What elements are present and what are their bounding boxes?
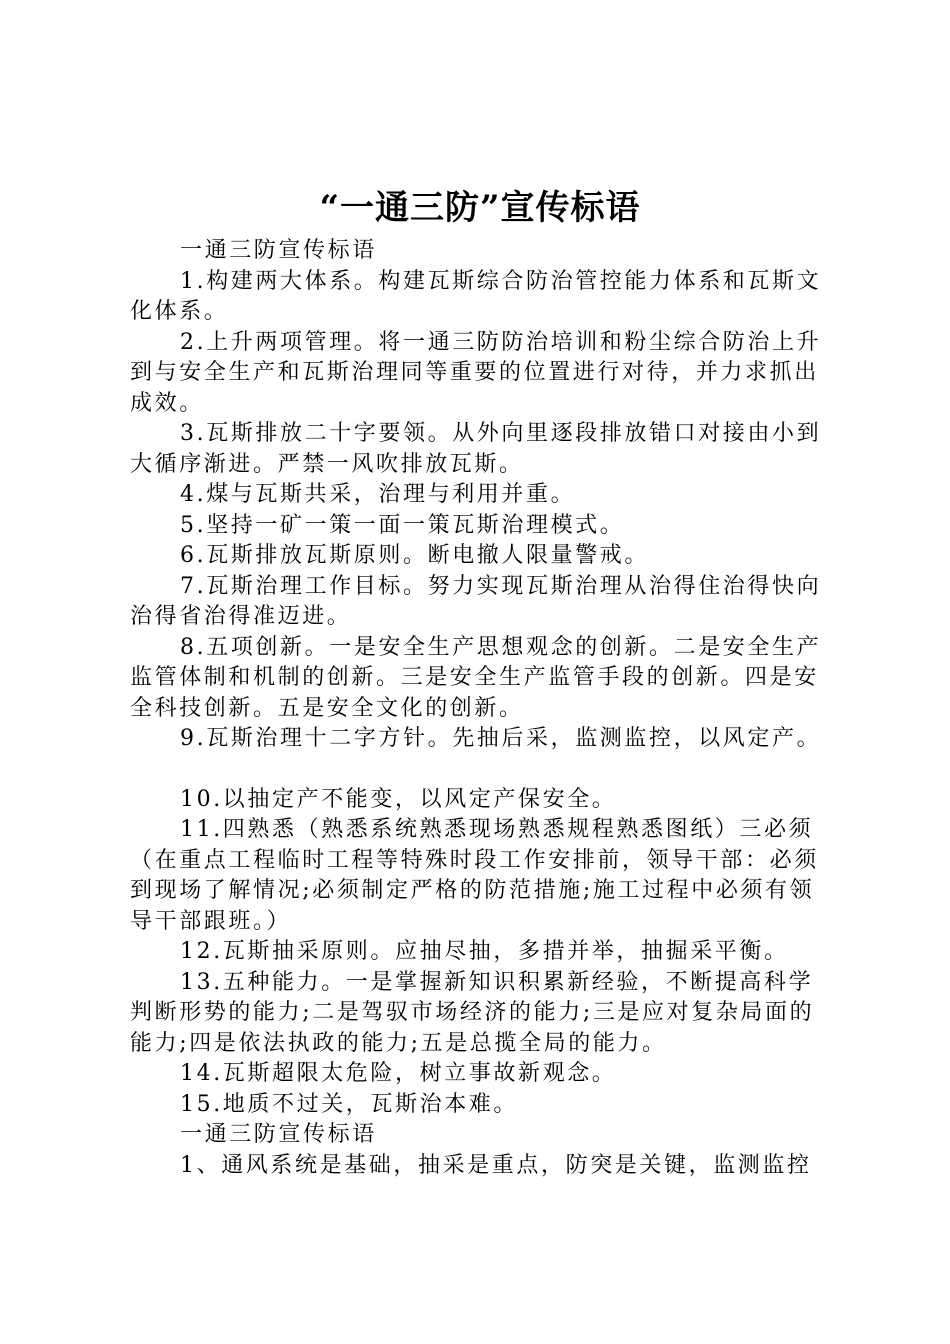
paragraph-item-2-1: 1、通风系统是基础，抽采是重点，防突是关键，监测监控 [180, 1152, 812, 1178]
paragraph-subtitle-2: 一通三防宣传标语 [180, 1122, 377, 1147]
blank-line [130, 755, 830, 785]
paragraph-item-7: 7.瓦斯治理工作目标。努力实现瓦斯治理从治得住治得快向治得省治得准迈进。 [130, 573, 822, 629]
paragraph-item-4: 4.煤与瓦斯共采，治理与利用并重。 [180, 482, 576, 507]
paragraph-item-15: 15.地质不过关，瓦斯治本难。 [180, 1091, 518, 1117]
paragraph-item-10: 10.以抽定产不能变，以风定产保安全。 [180, 786, 617, 812]
paragraph-item-6: 6.瓦斯排放瓦斯原则。断电撤人限量警戒。 [180, 543, 649, 568]
paragraph-item-2: 2.上升两项管理。将一通三防防治培训和粉尘综合防治上升到与安全生产和瓦斯治理同等重要的位置进行对待，并力求抓出成效。 [130, 329, 822, 416]
paragraph-subtitle: 一通三防宣传标语 [180, 238, 377, 263]
document-title: “一通三防”宣传标语 [319, 188, 641, 228]
paragraph-item-11: 11.四熟悉（熟悉系统熟悉现场熟悉规程熟悉图纸）三必须（在重点工程临时工程等特殊时段工作安排前，领导干部：必须到现场了解情况;必须制定严格的防范措施;施工过程中必须有领导干部跟班。） [130, 817, 819, 934]
paragraph-item-13: 13.五种能力。一是掌握新知识积累新经验，不断提高科学判断形势的能力;二是驾驭市场经济的能力;三是应对复杂局面的能力;四是依法执政的能力;五是总揽全局的能力。 [130, 969, 815, 1056]
paragraph-item-14: 14.瓦斯超限太危险，树立事故新观念。 [180, 1061, 617, 1086]
paragraph-item-5: 5.坚持一矿一策一面一策瓦斯治理模式。 [180, 512, 625, 538]
paragraph-item-8: 8.五项创新。一是安全生产思想观念的创新。二是安全生产监管体制和机制的创新。三是安全生产监管手段的创新。四是安全科技创新。五是安全文化的创新。 [130, 634, 822, 721]
document-page [130, 186, 830, 1181]
paragraph-item-1: 1.构建两大体系。构建瓦斯综合防治管控能力体系和瓦斯文化体系。 [130, 268, 822, 324]
paragraph-item-3: 3.瓦斯排放二十字要领。从外向里逐段排放错口对接由小到大循序渐进。严禁一风吹排放瓦斯。 [130, 421, 822, 477]
paragraph-item-12: 12.瓦斯抽采原则。应抽尽抽，多措并举，抽掘采平衡。 [180, 939, 789, 964]
paragraph-item-9: 9.瓦斯治理十二字方针。先抽后采，监测监控，以风定产。 [180, 726, 822, 751]
